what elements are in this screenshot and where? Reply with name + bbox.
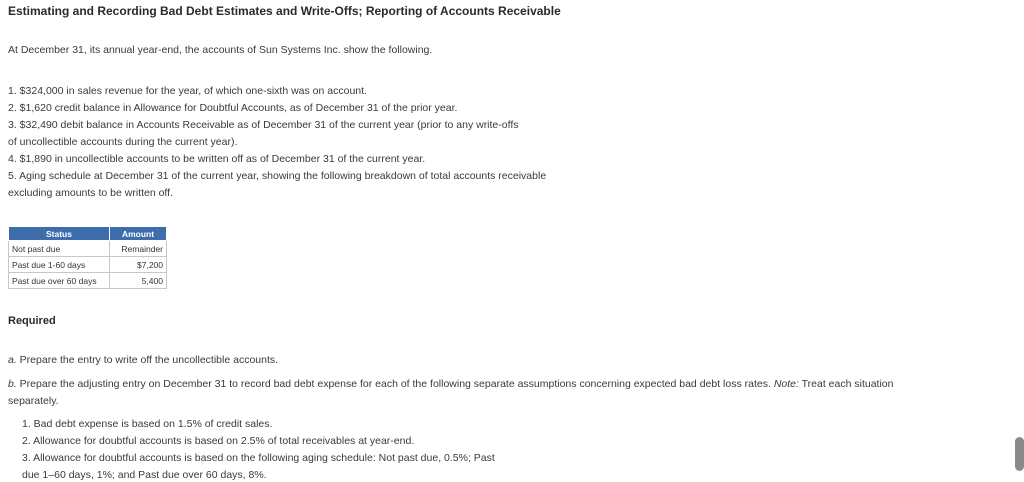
part-a-letter: a. [8, 354, 17, 366]
intro-text: At December 31, its annual year-end, the accounts of Sun Systems Inc. show the following. [8, 44, 433, 56]
required-heading: Required [8, 315, 56, 327]
fact-item: 2. $1,620 credit balance in Allowance for Doubtful Accounts, as of December 31 of the prior year. [8, 102, 458, 114]
part-b-continuation: separately. [8, 395, 59, 407]
part-a [8, 354, 278, 367]
status-cell: Past due 1-60 days [9, 257, 110, 273]
amount-cell: Remainder [110, 241, 167, 257]
fact-item: 1. $324,000 in sales revenue for the year, of which one-sixth was on account. [8, 85, 367, 97]
part-b-text: Prepare the adjusting entry on December 31 to record bad debt expense for each of the following separate assumptions concerning expected bad debt loss rates. [16, 378, 774, 390]
assumption-item: due 1–60 days, 1%; and Past due over 60 days, 8%. [22, 469, 267, 481]
status-cell: Not past due [9, 241, 110, 257]
amount-cell: $7,200 [110, 257, 167, 273]
column-header-status: Status [9, 227, 110, 241]
table-header-row [9, 227, 167, 241]
part-b-letter: b. [8, 378, 17, 390]
fact-item: excluding amounts to be written off. [8, 187, 173, 199]
part-b-note-label: Note: [773, 378, 799, 390]
aging-schedule-table [8, 226, 167, 289]
status-cell: Past due over 60 days [9, 273, 110, 289]
part-b-note-text: Treat each situation [798, 378, 894, 390]
assumption-item: 3. Allowance for doubtful accounts is based on the following aging schedule: Not past due, 0.5%; Past [22, 452, 495, 464]
assumption-item: 1. Bad debt expense is based on 1.5% of credit sales. [22, 418, 273, 430]
page-title: Estimating and Recording Bad Debt Estimates and Write-Offs; Reporting of Accounts Receivable [8, 4, 561, 18]
fact-item: 5. Aging schedule at December 31 of the current year, showing the following breakdown of total accounts receivable [8, 170, 547, 182]
amount-cell: 5,400 [110, 273, 167, 289]
fact-item: of uncollectible accounts during the current year). [8, 136, 238, 148]
fact-item: 3. $32,490 debit balance in Accounts Receivable as of December 31 of the current year (prior to any write-offs [8, 119, 519, 131]
column-header-amount: Amount [110, 227, 167, 241]
table-row [9, 257, 167, 273]
part-b [8, 378, 893, 391]
part-a-text: Prepare the entry to write off the uncollectible accounts. [16, 354, 279, 366]
fact-item: 4. $1,890 in uncollectible accounts to be written off as of December 31 of the current year. [8, 153, 426, 165]
scrollbar-thumb[interactable] [1015, 437, 1024, 471]
assumption-item: 2. Allowance for doubtful accounts is based on 2.5% of total receivables at year-end. [22, 435, 415, 447]
table-row [9, 273, 167, 289]
table-row [9, 241, 167, 257]
